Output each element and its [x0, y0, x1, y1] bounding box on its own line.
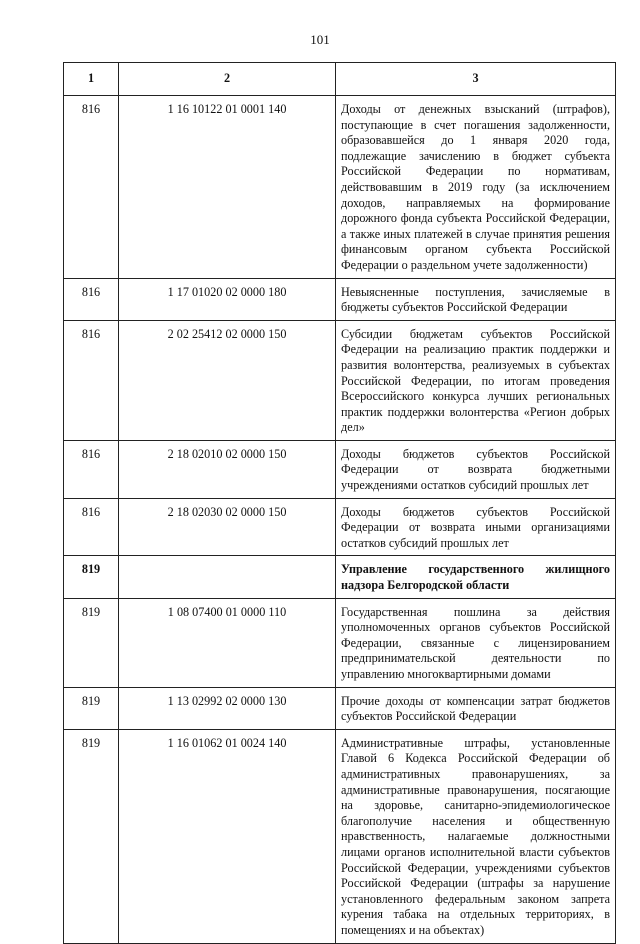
table-row: [64, 278, 616, 320]
revenue-codes-table: [63, 62, 616, 944]
revenue-description-cell: Доходы бюджетов субъектов Российской Федерации от возврата бюджетными учреждениями остатков субсидий прошлых лет: [336, 440, 616, 498]
table-row: [64, 96, 616, 279]
admin-code-cell: 816: [64, 278, 119, 320]
table-row: [64, 598, 616, 687]
revenue-code-cell: 2 02 25412 02 0000 150: [119, 320, 336, 440]
page-number: 101: [310, 32, 330, 47]
revenue-code-cell: 1 17 01020 02 0000 180: [119, 278, 336, 320]
revenue-code-cell: [119, 556, 336, 598]
revenue-code-cell: 2 18 02030 02 0000 150: [119, 498, 336, 556]
admin-code-cell: 816: [64, 498, 119, 556]
revenue-description-cell: Управление государственного жилищного надзора Белгородской области: [336, 556, 616, 598]
table-section-heading-row: [64, 556, 616, 598]
revenue-description-cell: Административные штрафы, установленные Главой 6 Кодекса Российской Федерации об административных правонарушениях, за административные правонарушения, посягающие на здоровье, санитарно-эпидемиологическое благополучие населения и общественную нравственность, налагаемые должностными лицами органов исполнительной власти субъектов Российской Федерации, учреждениями субъектов Российской Федерации (штрафы за нарушение установленного федеральным законом запрета курения табака на отдельных территориях, в помещениях и на объектах): [336, 729, 616, 943]
revenue-code-cell: 1 13 02992 02 0000 130: [119, 687, 336, 729]
revenue-description-cell: Прочие доходы от компенсации затрат бюджетов субъектов Российской Федерации: [336, 687, 616, 729]
table-row: [64, 729, 616, 943]
revenue-description-cell: Невыясненные поступления, зачисляемые в бюджеты субъектов Российской Федерации: [336, 278, 616, 320]
revenue-code-cell: 1 08 07400 01 0000 110: [119, 598, 336, 687]
admin-code-cell: 816: [64, 96, 119, 279]
table-row: [64, 498, 616, 556]
admin-code-cell: 819: [64, 729, 119, 943]
revenue-code-cell: 1 16 10122 01 0001 140: [119, 96, 336, 279]
admin-code-cell: 819: [64, 556, 119, 598]
header-col-1: 1: [64, 63, 119, 96]
table-row: [64, 687, 616, 729]
revenue-description-cell: Доходы от денежных взысканий (штрафов), поступающие в счет погашения задолженности, образовавшейся до 1 января 2020 года, подлежащие зачислению в бюджет субъекта Российской Федерации по нормативам, действовавшим в 2019 году (за исключением доходов, направляемых на формирование дорожного фонда субъекта Российской Федерации, а также иных платежей в случае принятия решения финансовым органом субъекта Российской Федерации о раздельном учете задолженности): [336, 96, 616, 279]
header-col-2: 2: [119, 63, 336, 96]
admin-code-cell: 819: [64, 687, 119, 729]
table-row: [64, 320, 616, 440]
revenue-description-cell: Доходы бюджетов субъектов Российской Федерации от возврата иными организациями остатков субсидий прошлых лет: [336, 498, 616, 556]
revenue-code-cell: 1 16 01062 01 0024 140: [119, 729, 336, 943]
admin-code-cell: 816: [64, 440, 119, 498]
revenue-description-cell: Государственная пошлина за действия уполномоченных органов субъектов Российской Федерации, связанные с лицензированием предпринимательской деятельности по управлению многоквартирными домами: [336, 598, 616, 687]
revenue-code-cell: 2 18 02010 02 0000 150: [119, 440, 336, 498]
admin-code-cell: 816: [64, 320, 119, 440]
revenue-description-cell: Субсидии бюджетам субъектов Российской Федерации на реализацию практик поддержки и развития волонтерства, реализуемых в субъектах Российской Федерации, по итогам проведения Всероссийского конкурса лучших региональных практик поддержки волонтерства «Регион добрых дел»: [336, 320, 616, 440]
table-body: [64, 96, 616, 944]
admin-code-cell: 819: [64, 598, 119, 687]
table-row: [64, 440, 616, 498]
header-col-3: 3: [336, 63, 616, 96]
table-header-row: [64, 63, 616, 96]
